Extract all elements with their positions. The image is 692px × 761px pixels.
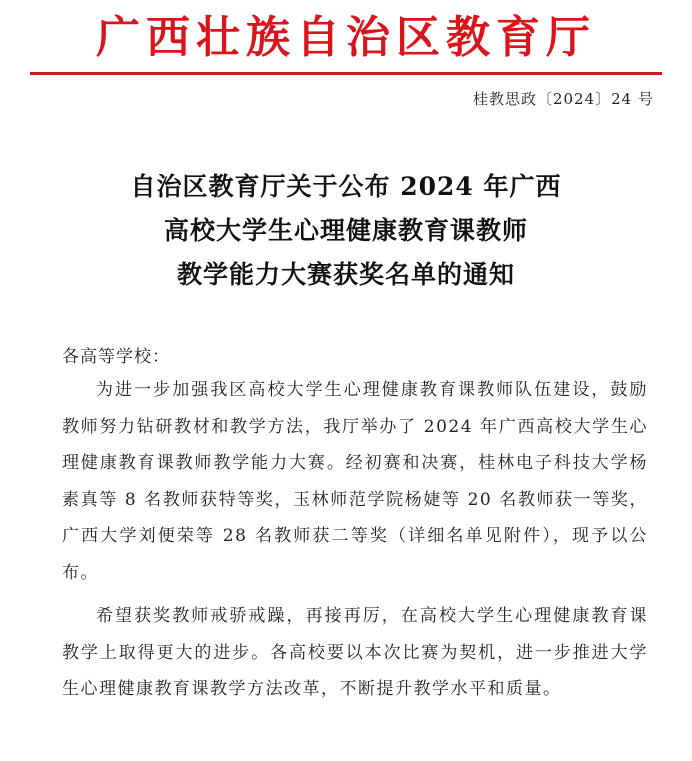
issuing-authority-header: 广西壮族自治区教育厅 <box>96 12 596 63</box>
notice-title <box>0 165 692 297</box>
title-line: 教学能力大赛获奖名单的通知 <box>176 260 515 289</box>
title-line: 高校大学生心理健康教育课教师 <box>163 216 528 245</box>
body-paragraph: 为进一步加强我区高校大学生心理健康教育课教师队伍建设，鼓励教师努力钻研教材和教学方法，我厅举办了 2024 年广西高校大学生心理健康教育课教师教学能力大赛。经初赛和决赛，桂林电子科技大学杨素真等 8 名教师获特等奖，玉林师范学院杨婕等 20 名教师获一等奖，广西大学刘便荣等 28 名教师获二等奖（详细名单见附件），现予以公布。 <box>62 380 648 583</box>
header-red-rule <box>30 72 662 75</box>
body-paragraph: 希望获奖教师戒骄戒躁，再接再厉，在高校大学生心理健康教育课教学上取得更大的进步。各高校要以本次比赛为契机，进一步推进大学生心理健康教育课教学方法改革，不断提升教学水平和质量。 <box>62 606 648 699</box>
document-number: 桂教思政〔2024〕24 号 <box>472 90 654 108</box>
title-line: 自治区教育厅关于公布 2024 年广西 <box>130 172 562 201</box>
salutation: 各高等学校： <box>62 347 170 367</box>
